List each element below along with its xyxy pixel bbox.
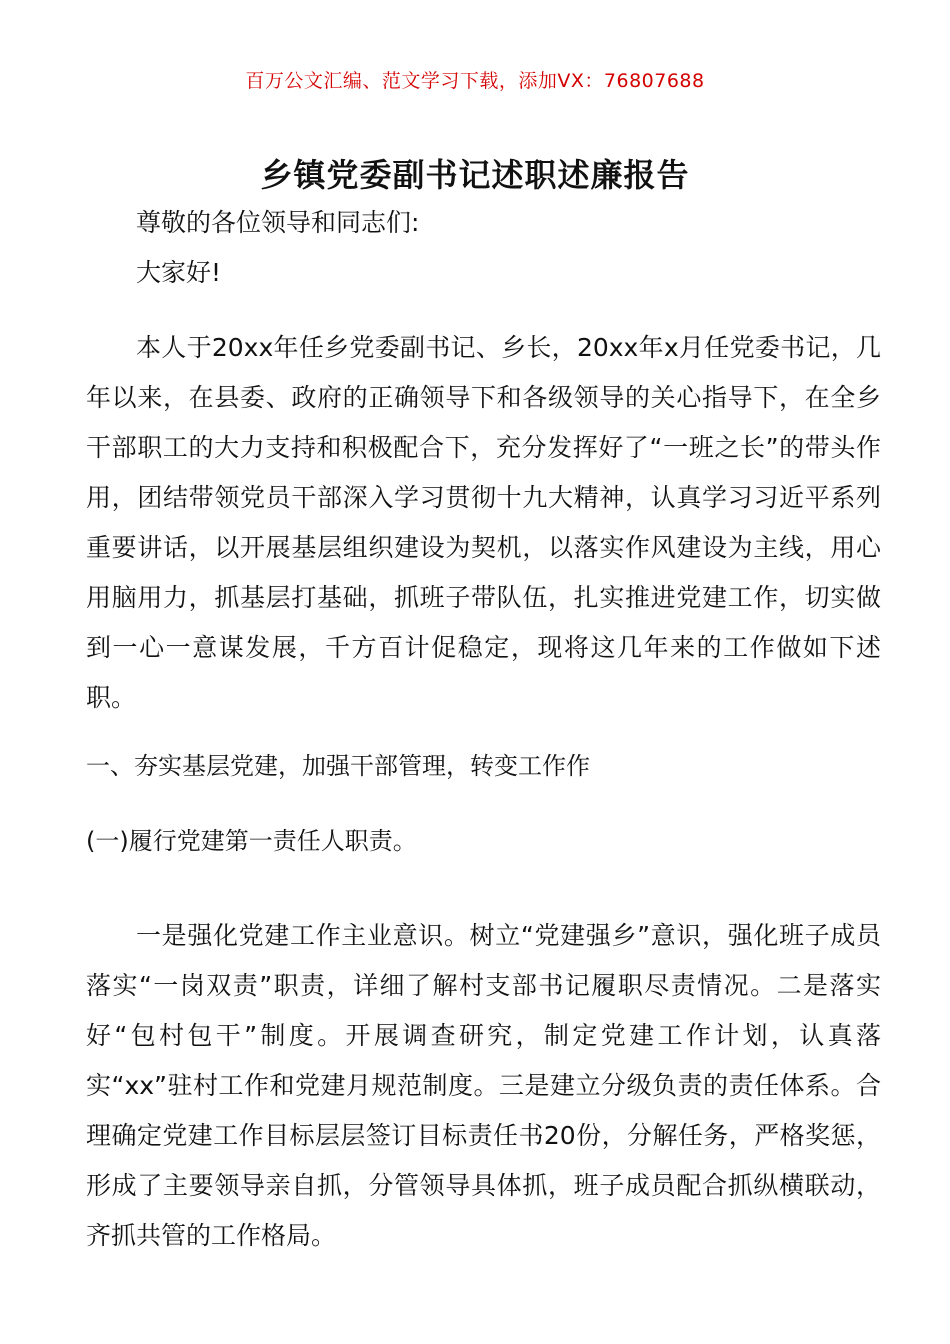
header-note: 百万公文汇编、范文学习下载，添加VX：76807688 bbox=[245, 70, 705, 92]
page-title: 乡镇党委副书记述职述廉报告 bbox=[260, 156, 690, 194]
subsection-heading: (一)履行党建第一责任人职责。 bbox=[86, 827, 417, 855]
section-heading: 一、夯实基层党建，加强干部管理，转变工作作 bbox=[86, 752, 590, 780]
greeting: 大家好! bbox=[136, 258, 222, 287]
intro-paragraph: 本人于20xx年任乡党委副书记、乡长，20xx年x月任党委书记，几年以来，在县委、政府的正确领导下和各级领导的关心指导下，在全乡干部职工的大力支持和积极配合下，充分发挥好了“一班之长”的带头作用，团结带领党员干部深入学习贯彻十九大精神，认真学习习近平系列重要讲话，以开展基层组织建设为契机，以落实作风建设为主线，用心用脑用力，抓基层打基础，抓班子带队伍，扎实推进党建工作，切实做到一心一意谋发展，千方百计促稳定，现将这几年来的工作做如下述职。 bbox=[86, 333, 881, 712]
salutation: 尊敬的各位领导和同志们: bbox=[136, 208, 420, 237]
body-paragraph: 一是强化党建工作主业意识。树立“党建强乡”意识，强化班子成员落实“一岗双责”职责，详细了解村支部书记履职尽责情况。二是落实好“包村包干”制度。开展调查研究，制定党建工作计划，认真落实“xx”驻村工作和党建月规范制度。三是建立分级负责的责任体系。合理确定党建工作目标层层签订目标责任书20份，分解任务，严格奖惩，形成了主要领导亲自抓，分管领导具体抓，班子成员配合抓纵横联动，齐抓共管的工作格局。 bbox=[86, 921, 881, 1250]
